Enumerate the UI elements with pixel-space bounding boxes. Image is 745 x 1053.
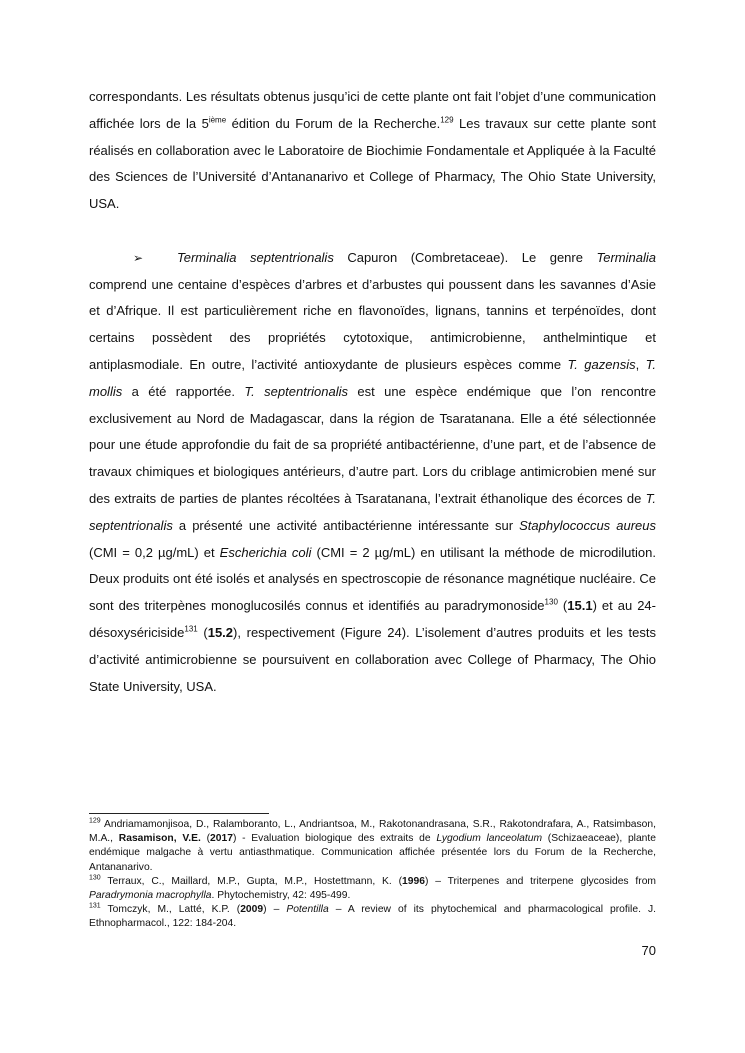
footnote-year: 1996 bbox=[402, 875, 425, 887]
paragraph-text: a présenté une activité antibactérienne intéressante sur bbox=[172, 517, 520, 533]
species-name: Paradrymonia macrophylla bbox=[89, 890, 212, 902]
footnote-129 bbox=[89, 818, 656, 875]
genus-name: Terminalia bbox=[596, 249, 656, 265]
footnotes bbox=[89, 818, 656, 932]
paragraph-text: est une espèce endémique que l’on rencontre exclusivement au Nord de Madagascar, dans la région de Tsaratanana. Elle a été sélectionnée pour une étude approfondie du fait de sa propriété antibactérienne, d’une part, et de l’absence de travaux chimiques et biologiques antérieurs, d’autre part. Lors du criblage antimicrobien mené sur des extraits de parties de plantes récoltées à Tsaratanana, l’extrait éthanolique des écorces de bbox=[89, 383, 656, 506]
species-name: T. gazensis bbox=[567, 356, 636, 372]
footnote-author: Rasamison, V.E. bbox=[118, 833, 201, 845]
footnote-ref-129[interactable]: 129 bbox=[440, 115, 454, 125]
paragraph-2 bbox=[89, 245, 656, 701]
footnote-text: Terraux, C., Maillard, M.P., Gupta, M.P., Hostettmann, K. ( bbox=[100, 875, 403, 887]
footnote-text: (Schizaeaceae), plante endémique malgache à vertu antiasthmatique. Communication affichée présentée lors du Forum de la Recherche, Antananarivo. bbox=[89, 833, 656, 873]
paragraph-text: Capuron (Combretaceae). Le genre bbox=[333, 249, 597, 265]
paragraph-text: ( bbox=[197, 624, 208, 640]
species-name: Lygodium lanceolatum bbox=[436, 833, 543, 845]
compound-number: 15.2 bbox=[207, 624, 234, 640]
footnote-131 bbox=[89, 903, 656, 931]
species-name: Staphylococcus aureus bbox=[519, 517, 656, 533]
paragraph-text: ) et au 24-désoxysériciside bbox=[89, 598, 656, 640]
species-name: T. mollis bbox=[89, 356, 656, 399]
footnote-number: 130 bbox=[89, 874, 101, 882]
paragraph-text: correspondants. Les résultats obtenus jusqu’ici de cette plante ont fait l’objet d’une communication affichée lors de la 5 bbox=[89, 89, 656, 131]
paragraph-text: ( bbox=[557, 598, 568, 614]
footnote-number: 131 bbox=[89, 902, 101, 910]
paragraph-text: , bbox=[635, 356, 646, 372]
footnote-text: Tomczyk, M., Latté, K.P. ( bbox=[100, 904, 241, 916]
footnote-year: 2009 bbox=[240, 904, 264, 916]
paragraph-text: (CMI = 0,2 µg/mL) et bbox=[89, 544, 220, 560]
footnote-text: ) - Evaluation biologique des extraits de bbox=[232, 833, 437, 845]
footnote-number: 129 bbox=[89, 817, 101, 825]
species-name: T. septentrionalis bbox=[244, 383, 349, 399]
footnote-year: 2017 bbox=[210, 833, 233, 845]
superscript-ieme: ième bbox=[208, 115, 227, 125]
paragraph-text: a été rapportée. bbox=[122, 383, 245, 399]
species-name: Escherichia coli bbox=[219, 544, 312, 560]
footnote-text: ) – bbox=[263, 904, 287, 916]
species-name: Terminalia septentrionalis bbox=[177, 249, 334, 265]
species-name: Potentilla bbox=[286, 904, 329, 916]
footnote-text: ) – Triterpenes and triterpene glycosides from bbox=[424, 875, 657, 887]
footnote-text: – A review of its phytochemical and pharmacological profile. J. Ethnopharmacol., 122: 184-204. bbox=[89, 904, 656, 930]
paragraph-text: (CMI = 2 µg/mL) en utilisant la méthode de microdilution. Deux produits ont été isolés et analysés en spectroscopie de résonance magnétique nucléaire. Ce sont des triterpènes monoglucosilés connus et identifiés au paradrymonoside bbox=[89, 544, 656, 614]
footnote-text: . Phytochemistry, 42: 495-499. bbox=[211, 890, 351, 902]
paragraph-text: édition du Forum de la Recherche. bbox=[226, 115, 441, 131]
footnote-ref-130[interactable]: 130 bbox=[544, 597, 558, 607]
footnote-text: ( bbox=[200, 833, 211, 845]
page-number: 70 bbox=[641, 943, 656, 958]
compound-number: 15.1 bbox=[567, 598, 593, 614]
paragraph-1 bbox=[89, 84, 656, 218]
species-name: T. septentrionalis bbox=[89, 490, 656, 533]
bullet bbox=[89, 245, 177, 272]
paragraph-text: comprend une centaine d’espèces d’arbres et d’arbustes qui poussent dans les savannes d’Asie et d’Afrique. Il est particulièrement riche en flavonoïdes, lignans, tannins et terpénoïdes, dont certains possèdent des propriétés cytotoxique, antimicrobienne, anthelmintique et antiplasmodiale. En outre, l’activité antioxydante de plusieurs espèces comme bbox=[89, 276, 656, 372]
footnote-separator bbox=[89, 813, 269, 814]
paragraph-text: Les travaux sur cette plante sont réalisés en collaboration avec le Laboratoire de Biochimie Fondamentale et Appliquée à la Faculté des Sciences de l’Université d’Antananarivo et College of Pharmacy, The Ohio State University, USA. bbox=[89, 115, 657, 212]
paragraph-text: ), respectivement (Figure 24). L’isolement d’autres produits et les tests d’activité antimicrobienne se poursuivent en collaboration avec College of Pharmacy, The Ohio State University, USA. bbox=[89, 624, 656, 694]
page-body bbox=[89, 84, 656, 700]
footnote-text: Andriamamonjisoa, D., Ralamboranto, L., Andriantsoa, M., Rakotonandrasana, S.R., Rakotondrafara, A., Ratsimbason, M.A., bbox=[89, 819, 656, 845]
footnote-ref-131[interactable]: 131 bbox=[184, 624, 198, 634]
footnote-130 bbox=[89, 875, 656, 903]
arrow-bullet-icon: ➢ bbox=[133, 250, 144, 265]
